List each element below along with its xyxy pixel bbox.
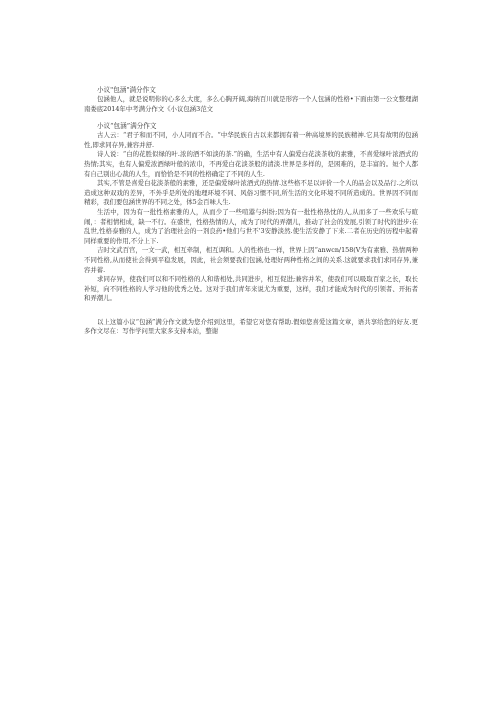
essay-paragraph: 古人云：“君子和而不同，小人同而不合。“中华民族自古以来都拥有着一种高境界的民族精神.它具有故明的包涵性,即求同存异,兼容并舒. — [84, 131, 418, 149]
essay-paragraph: 吉时文武百官，一文一武，相互牵制，相互调和。人的性格也一样，世界上因“anwcn/158(V为有素雅、热情两种不同性格,从而使社会得到平稳发展，因此，社会须要我们包涵,处理好两种性格之间的关系.这就要求我们求同存异,兼容并蓄. — [84, 246, 418, 274]
essay-paragraph: 生活中，因为有一批性格素雅的人，从而少了一些喧嚣与纠纷;因为有一批性格热忱的人,从而多了一些欢乐与暄闹，：者相情相成，缺一不行。在盛世，性格热情的人，成为了时代的弄潮儿，推动了社会的发展,引领了时代的进步:在乱世,性格泰雅的人，成为了治理社会的一剂良药•他们与世不'3安静淡然.使生活安静了下来.二者在历史的历程中起着同样重要的作用,不分上下. — [84, 207, 418, 245]
essay-paragraph: 其实,不管是喜爱白花淡茶般的素雅，还是偏爱绿叶浓酒式的热情.这些格不足以评价一个人的品会以及品行.之所以造成这种双戏的差异，不外乎是所处的地理环境不同、风俗习惯不同,所生活的文化环境不同所造成的。世界因不同而精彩，我们要包涵世界的不同之处，体5金百味人生. — [84, 179, 418, 207]
essay-paragraph: 诗人说：“白的花胜似绿的叶.浓的酒不如淡的茶.”的确，生活中有人偏爱白花淡茶收的素雅，不喜爱绿叶浓酒式的热情;其实，也有人偏爱浓酒绿叶般的浓巾，不再爱白花淡茶般的清淡.世界是多样的，是困难的，是丰富的。姮个人都有自己别出心裁的人生，而恰恰是不同的性格确定了不同的人生. — [84, 150, 418, 178]
document-title: 小议"包涵"满分作文 — [97, 86, 156, 94]
document-body — [84, 86, 418, 337]
intro-paragraph: 包涵他人，就是说明你的心多么大度，多么心胸开阔,海纳百川就是形容一个人包涵的性格•下面由第一公文整理湖南娄底2014年中考满分作文《小议包涵3范文 — [84, 95, 418, 113]
spacer — [84, 304, 418, 318]
spacer — [84, 114, 418, 122]
essay-paragraph: 求同存异，使我们可以和不同性格的人和谐相处,共同进步，相互促进;兼容并苯，使我们可以吸取百家之长，取长补短，向不同性格的人学习他的优秀之处。这对于我们青年来说尤为重要，这样，我们才能成为时代的引领者、开拓者和弄潮儿。 — [84, 275, 418, 303]
closing-paragraph: 以上这篇小议“包涵”满分作文就为您介绍到这里，希望它对您有帮助.假如您喜爱这篇文章，语共享给您的好友.更多作文尽在：写作学问里大家多支持本站，整谢 — [84, 317, 418, 336]
essay-title: 小议“包涵”满分作文 — [97, 122, 157, 131]
